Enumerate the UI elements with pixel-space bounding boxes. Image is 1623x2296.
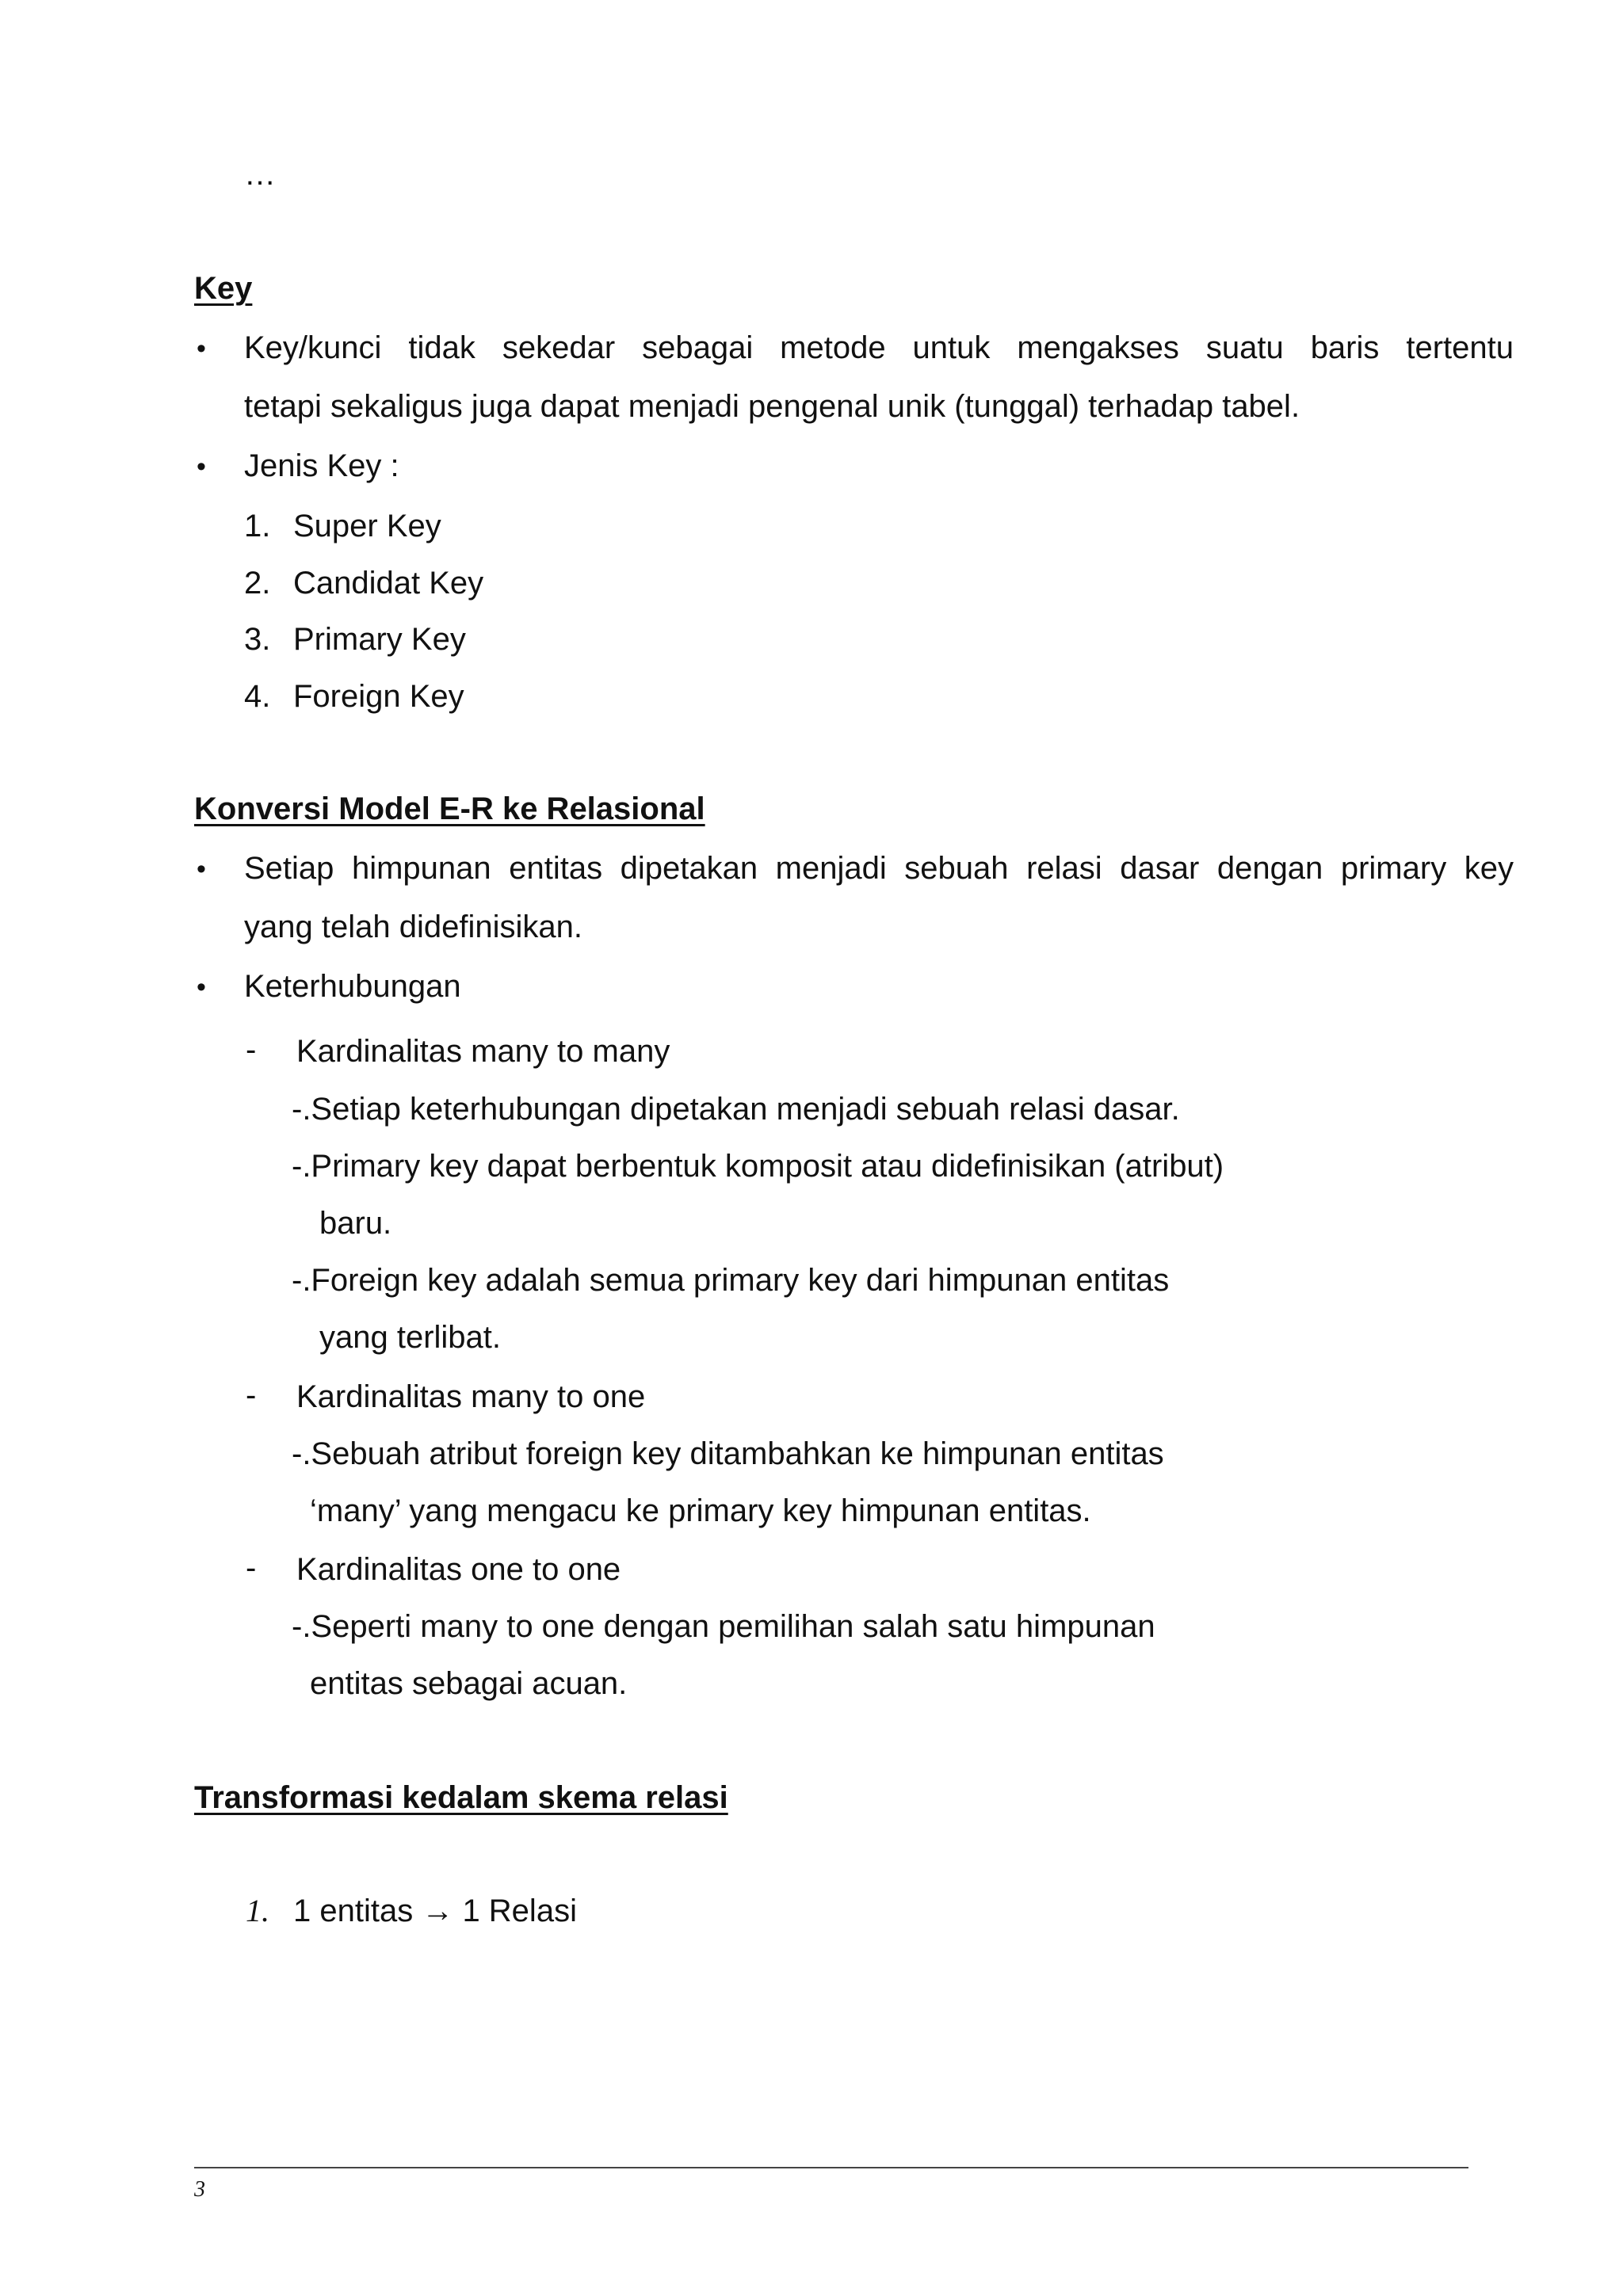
many-to-many-line: -.Primary key dapat berbentuk komposit atau didefinisikan (atribut) — [292, 1149, 1224, 1184]
many-to-one-line: -.Sebuah atribut foreign key ditambahkan ke himpunan entitas — [292, 1436, 1164, 1471]
page-number: 3 — [194, 2177, 205, 2202]
bullet-icon: • — [197, 854, 206, 884]
dash-marker: - — [246, 1550, 257, 1585]
one-to-one-line: entitas sebagai acuan. — [310, 1666, 628, 1701]
list-item-number: 1. — [244, 509, 271, 543]
many-to-one-title: Kardinalitas many to one — [296, 1379, 646, 1414]
list-item-number: 1. — [246, 1893, 269, 1928]
dash-marker: - — [246, 1032, 257, 1067]
one-to-one-title: Kardinalitas one to one — [296, 1552, 621, 1587]
transformasi-heading: Transformasi kedalam skema relasi — [194, 1780, 728, 1815]
many-to-many-line: -.Foreign key adalah semua primary key dari himpunan entitas — [292, 1263, 1170, 1298]
transformasi-item: 1 entitas → 1 Relasi — [293, 1894, 577, 1928]
many-to-one-line: ‘many’ yang mengacu ke primary key himpunan entitas. — [310, 1493, 1091, 1528]
one-to-one-line: -.Seperti many to one dengan pemilihan salah satu himpunan — [292, 1609, 1155, 1644]
key-types-label: Jenis Key : — [244, 448, 399, 483]
list-item: Candidat Key — [293, 566, 484, 601]
konversi-heading: Konversi Model E-R ke Relasional — [194, 791, 705, 826]
ellipsis: … — [244, 157, 276, 192]
list-item: Super Key — [293, 509, 441, 543]
list-item: Primary Key — [293, 622, 466, 657]
many-to-many-title: Kardinalitas many to many — [296, 1034, 670, 1069]
list-item-number: 4. — [244, 679, 271, 714]
bullet-icon: • — [197, 972, 206, 1002]
key-heading: Key — [194, 271, 253, 306]
many-to-many-line: -.Setiap keterhubungan dipetakan menjadi sebuah relasi dasar. — [292, 1092, 1180, 1127]
dash-marker: - — [246, 1378, 257, 1413]
list-item: Foreign Key — [293, 679, 464, 714]
bullet-icon: • — [197, 452, 206, 482]
bullet-icon: • — [197, 334, 206, 364]
key-intro-line2: tetapi sekaligus juga dapat menjadi pengenal unik (tunggal) terhadap tabel. — [244, 389, 1300, 424]
key-intro-line1: Key/kunci tidak sekedar sebagai metode untuk mengakses suatu baris tertentu — [244, 330, 1514, 365]
list-item-number: 2. — [244, 566, 271, 601]
footer-divider — [194, 2167, 1468, 2168]
many-to-many-line: yang terlibat. — [319, 1320, 502, 1355]
many-to-many-line: baru. — [319, 1206, 392, 1241]
konversi-bullet2: Keterhubungan — [244, 969, 461, 1004]
konversi-bullet1-line1: Setiap himpunan entitas dipetakan menjadi sebuah relasi dasar dengan primary key — [244, 851, 1514, 886]
konversi-bullet1-line2: yang telah didefinisikan. — [244, 910, 582, 944]
list-item-number: 3. — [244, 622, 271, 657]
